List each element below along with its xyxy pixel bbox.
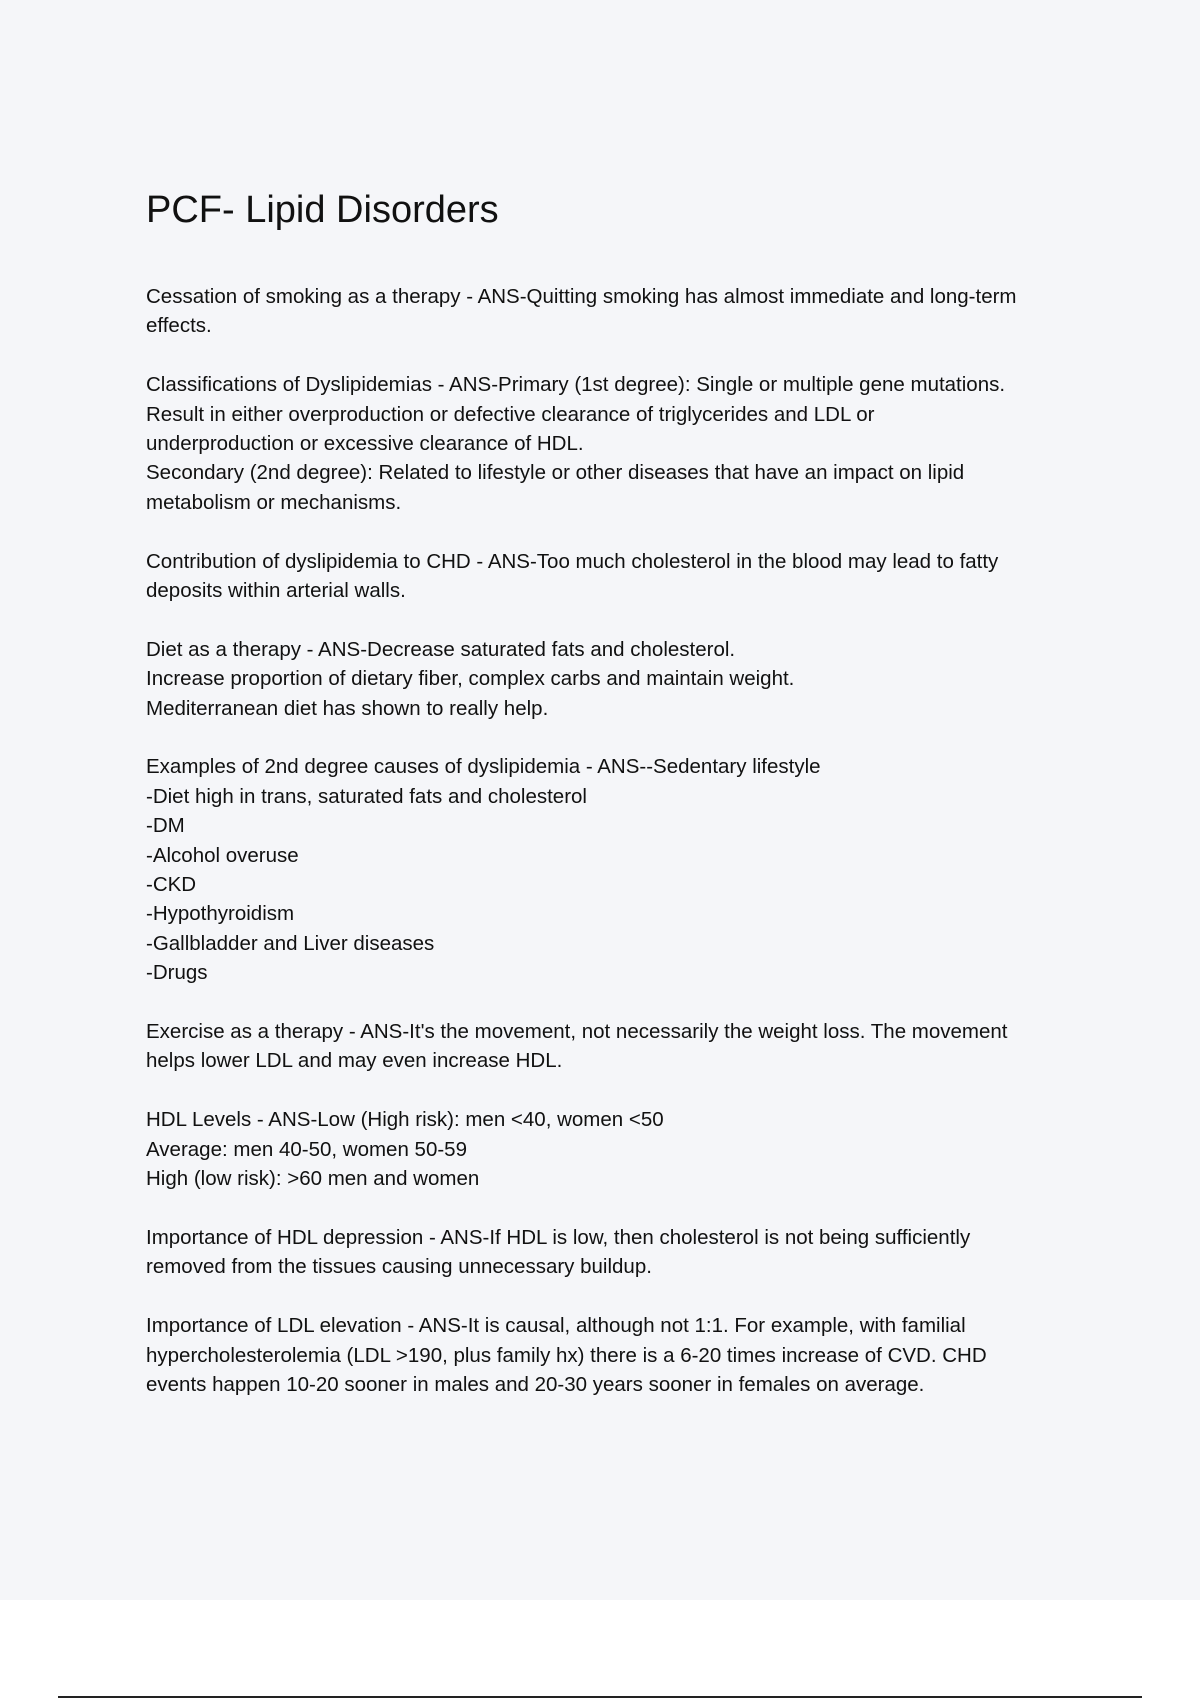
entry-line: Average: men 40-50, women 50-59 — [146, 1137, 467, 1161]
flashcard-entry — [146, 752, 1106, 987]
flashcard-entry — [146, 547, 1106, 606]
entry-line: Secondary (2nd degree): Related to lifestyle or other diseases that have an impact on lipid — [146, 461, 965, 485]
entry-line: removed from the tissues causing unnecessary buildup. — [146, 1255, 652, 1279]
entry-line: Examples of 2nd degree causes of dyslipidemia - ANS--Sedentary lifestyle — [146, 755, 821, 779]
document-body — [146, 186, 1106, 1429]
entry-line: -CKD — [146, 873, 197, 897]
entry-line: HDL Levels - ANS-Low (High risk): men <40, women <50 — [146, 1108, 664, 1132]
entry-line: Diet as a therapy - ANS-Decrease saturated fats and cholesterol. — [146, 637, 736, 661]
entry-line: helps lower LDL and may even increase HDL. — [146, 1049, 563, 1073]
entry-line: Importance of HDL depression - ANS-If HDL is low, then cholesterol is not being sufficiently — [146, 1225, 971, 1249]
entry-list — [146, 282, 1106, 1399]
entry-line: -Alcohol overuse — [146, 843, 299, 867]
flashcard-entry — [146, 1017, 1106, 1076]
flashcard-entry — [146, 1223, 1106, 1282]
entry-line: deposits within arterial walls. — [146, 579, 406, 603]
entry-line: Classifications of Dyslipidemias - ANS-Primary (1st degree): Single or multiple gene mutations. — [146, 373, 1006, 397]
flashcard-entry — [146, 635, 1106, 723]
entry-line: Increase proportion of dietary fiber, complex carbs and maintain weight. — [146, 667, 795, 691]
entry-line: Mediterranean diet has shown to really help. — [146, 696, 549, 720]
entry-line: Importance of LDL elevation - ANS-It is causal, although not 1:1. For example, with familial — [146, 1314, 966, 1338]
flashcard-entry — [146, 370, 1106, 517]
flashcard-entry — [146, 1105, 1106, 1193]
entry-line: Cessation of smoking as a therapy - ANS-Quitting smoking has almost immediate and long-term — [146, 285, 1017, 308]
footer-divider — [58, 1696, 1142, 1698]
entry-line: Result in either overproduction or defective clearance of triglycerides and LDL or — [146, 402, 875, 426]
entry-line: hypercholesterolemia (LDL >190, plus family hx) there is a 6-20 times increase of CVD. CHD — [146, 1343, 987, 1367]
entry-line: underproduction or excessive clearance of HDL. — [146, 432, 584, 456]
document-title: PCF- Lipid Disorders — [146, 189, 499, 231]
entry-line: metabolism or mechanisms. — [146, 490, 402, 514]
entry-line: Contribution of dyslipidemia to CHD - ANS-Too much cholesterol in the blood may lead to fatty — [146, 549, 999, 573]
entry-line: -DM — [146, 814, 185, 838]
entry-line: effects. — [146, 314, 212, 338]
entry-line: Exercise as a therapy - ANS-It's the movement, not necessarily the weight loss. The movement — [146, 1020, 1008, 1044]
entry-line: -Diet high in trans, saturated fats and cholesterol — [146, 784, 587, 808]
entry-line: events happen 10-20 sooner in males and 20-30 years sooner in females on average. — [146, 1372, 925, 1396]
flashcard-entry — [146, 282, 1106, 341]
entry-line: -Gallbladder and Liver diseases — [146, 931, 435, 955]
flashcard-entry — [146, 1311, 1106, 1399]
entry-line: -Drugs — [146, 961, 208, 985]
entry-line: High (low risk): >60 men and women — [146, 1167, 480, 1191]
entry-line: -Hypothyroidism — [146, 902, 295, 926]
